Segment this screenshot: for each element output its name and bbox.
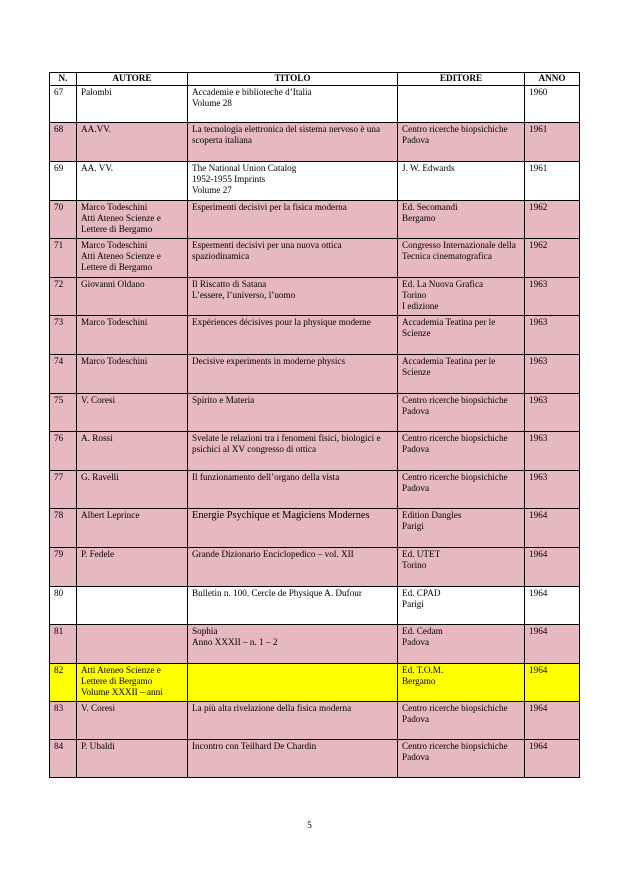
table-row xyxy=(50,509,580,548)
cell-title: Grande Dizionario Enciclopedico – vol. XII xyxy=(188,548,398,587)
header-number: N. xyxy=(50,73,77,86)
cell-year: 1963 xyxy=(525,471,580,509)
header-publisher: EDITORE xyxy=(398,73,525,86)
cell-publisher: Centro ricerche biopsichiche Padova xyxy=(398,394,525,432)
cell-year: 1964 xyxy=(525,625,580,664)
cell-title: Espermenti decisivi per una nuova ottica spaziodinamica xyxy=(188,239,398,278)
cell-number: 69 xyxy=(50,162,77,201)
cell-number: 78 xyxy=(50,509,77,548)
table-row xyxy=(50,86,580,123)
header-year: ANNO xyxy=(525,73,580,86)
cell-number: 80 xyxy=(50,587,77,625)
cell-publisher: Centro ricerche biopsichiche Padova xyxy=(398,702,525,740)
table-row xyxy=(50,316,580,355)
table-row xyxy=(50,702,580,740)
cell-publisher: J. W. Edwards xyxy=(398,162,525,201)
cell-number: 74 xyxy=(50,355,77,394)
cell-title: Svelate le relazioni tra i fenomeni fisici, biologici e psichici al XV congresso di ottica xyxy=(188,432,398,471)
cell-author: V. Coresi xyxy=(77,702,188,740)
table-row xyxy=(50,123,580,162)
cell-title: Decisive experiments in moderne physics xyxy=(188,355,398,394)
cell-number: 72 xyxy=(50,278,77,316)
cell-author: P. Fedele xyxy=(77,548,188,587)
table-row xyxy=(50,740,580,778)
cell-publisher: Ed. UTET Torino xyxy=(398,548,525,587)
table-row xyxy=(50,162,580,201)
table-row xyxy=(50,394,580,432)
table-row xyxy=(50,432,580,471)
cell-number: 68 xyxy=(50,123,77,162)
cell-title: Sophia Anno XXXII – n. 1 – 2 xyxy=(188,625,398,664)
cell-year: 1963 xyxy=(525,394,580,432)
cell-publisher: Centro ricerche biopsichiche Padova xyxy=(398,740,525,778)
cell-author: Palombi xyxy=(77,86,188,123)
cell-author: Marco Todeschini xyxy=(77,316,188,355)
table-header-row xyxy=(50,73,580,86)
table-row xyxy=(50,278,580,316)
cell-year: 1964 xyxy=(525,548,580,587)
cell-publisher: Centro ricerche biopsichiche Padova xyxy=(398,432,525,471)
cell-author xyxy=(77,625,188,664)
cell-publisher: Ed. Secomandi Bergamo xyxy=(398,201,525,239)
cell-author: Marco Todeschini Atti Ateneo Scienze e Lettere di Bergamo xyxy=(77,239,188,278)
cell-number: 77 xyxy=(50,471,77,509)
cell-publisher xyxy=(398,86,525,123)
cell-year: 1960 xyxy=(525,86,580,123)
table-row xyxy=(50,664,580,702)
cell-number: 79 xyxy=(50,548,77,587)
cell-year: 1961 xyxy=(525,162,580,201)
cell-publisher: Accademia Teatina per le Scienze xyxy=(398,355,525,394)
header-author: AUTORE xyxy=(77,73,188,86)
cell-title: Energie Psychique et Magiciens Modernes xyxy=(188,509,398,548)
cell-title: Incontro con Teilhard De Chardin xyxy=(188,740,398,778)
table-row xyxy=(50,201,580,239)
table-row xyxy=(50,239,580,278)
cell-title: La tecnologia elettronica del sistema nervoso è una scoperta italiana xyxy=(188,123,398,162)
table-row xyxy=(50,625,580,664)
table-row xyxy=(50,548,580,587)
cell-title: Bulletin n. 100. Cercle de Physique A. Dufour xyxy=(188,587,398,625)
cell-year: 1964 xyxy=(525,702,580,740)
header-title: TITOLO xyxy=(188,73,398,86)
cell-author: P. Ubaldi xyxy=(77,740,188,778)
cell-title: Expériences décisives pour la physique moderne xyxy=(188,316,398,355)
cell-number: 81 xyxy=(50,625,77,664)
cell-publisher: Ed. CPAD Parigi xyxy=(398,587,525,625)
cell-publisher: Ed. T.O.M. Bergamo xyxy=(398,664,525,702)
cell-publisher: Ed. La Nuova Grafica Torino I edizione xyxy=(398,278,525,316)
cell-number: 82 xyxy=(50,664,77,702)
cell-publisher: Accademia Teatina per le Scienze xyxy=(398,316,525,355)
cell-title: La più alta rivelazione della fisica moderna xyxy=(188,702,398,740)
cell-title xyxy=(188,664,398,702)
cell-title: Il funzionamento dell’organo della vista xyxy=(188,471,398,509)
cell-number: 70 xyxy=(50,201,77,239)
cell-year: 1964 xyxy=(525,509,580,548)
cell-author: Giovanni Oldano xyxy=(77,278,188,316)
cell-publisher: Centro ricerche biopsichiche Padova xyxy=(398,471,525,509)
cell-year: 1961 xyxy=(525,123,580,162)
cell-author: A. Rossi xyxy=(77,432,188,471)
cell-publisher: Centro ricerche biopsichiche Padova xyxy=(398,123,525,162)
table-row xyxy=(50,355,580,394)
cell-number: 76 xyxy=(50,432,77,471)
cell-publisher: Edition Dangles Parigi xyxy=(398,509,525,548)
table-row xyxy=(50,587,580,625)
cell-author: AA.VV. xyxy=(77,123,188,162)
cell-author: AA. VV. xyxy=(77,162,188,201)
cell-author: G. Ravelli xyxy=(77,471,188,509)
cell-author: Atti Ateneo Scienze e Lettere di Bergamo Volume XXXII – anni xyxy=(77,664,188,702)
cell-title: Il Riscatto di Satana L’essere, l’universo, l’uomo xyxy=(188,278,398,316)
document-page xyxy=(49,72,579,778)
cell-title: Spirito e Materia xyxy=(188,394,398,432)
cell-author: V. Coresi xyxy=(77,394,188,432)
cell-number: 84 xyxy=(50,740,77,778)
cell-year: 1963 xyxy=(525,278,580,316)
cell-number: 71 xyxy=(50,239,77,278)
cell-author xyxy=(77,587,188,625)
cell-year: 1963 xyxy=(525,316,580,355)
cell-year: 1964 xyxy=(525,664,580,702)
bibliography-table xyxy=(49,72,580,778)
cell-title: Esperimenti decisivi per la fisica moderna xyxy=(188,201,398,239)
cell-title: Accademie e biblioteche d’Italia Volume 28 xyxy=(188,86,398,123)
cell-year: 1964 xyxy=(525,740,580,778)
cell-number: 67 xyxy=(50,86,77,123)
cell-year: 1963 xyxy=(525,355,580,394)
cell-year: 1964 xyxy=(525,587,580,625)
page-number: 5 xyxy=(307,821,312,831)
cell-year: 1962 xyxy=(525,239,580,278)
cell-title: The National Union Catalog 1952-1955 Imprints Volume 27 xyxy=(188,162,398,201)
cell-number: 73 xyxy=(50,316,77,355)
cell-number: 83 xyxy=(50,702,77,740)
cell-year: 1963 xyxy=(525,432,580,471)
table-row xyxy=(50,471,580,509)
cell-publisher: Congresso Internazionale della Tecnica cinematografica xyxy=(398,239,525,278)
cell-year: 1962 xyxy=(525,201,580,239)
cell-author: Marco Todeschini Atti Ateneo Scienze e Lettere di Bergamo xyxy=(77,201,188,239)
cell-publisher: Ed. Cedam Padova xyxy=(398,625,525,664)
cell-number: 75 xyxy=(50,394,77,432)
cell-author: Albert Leprince xyxy=(77,509,188,548)
cell-author: Marco Todeschini xyxy=(77,355,188,394)
